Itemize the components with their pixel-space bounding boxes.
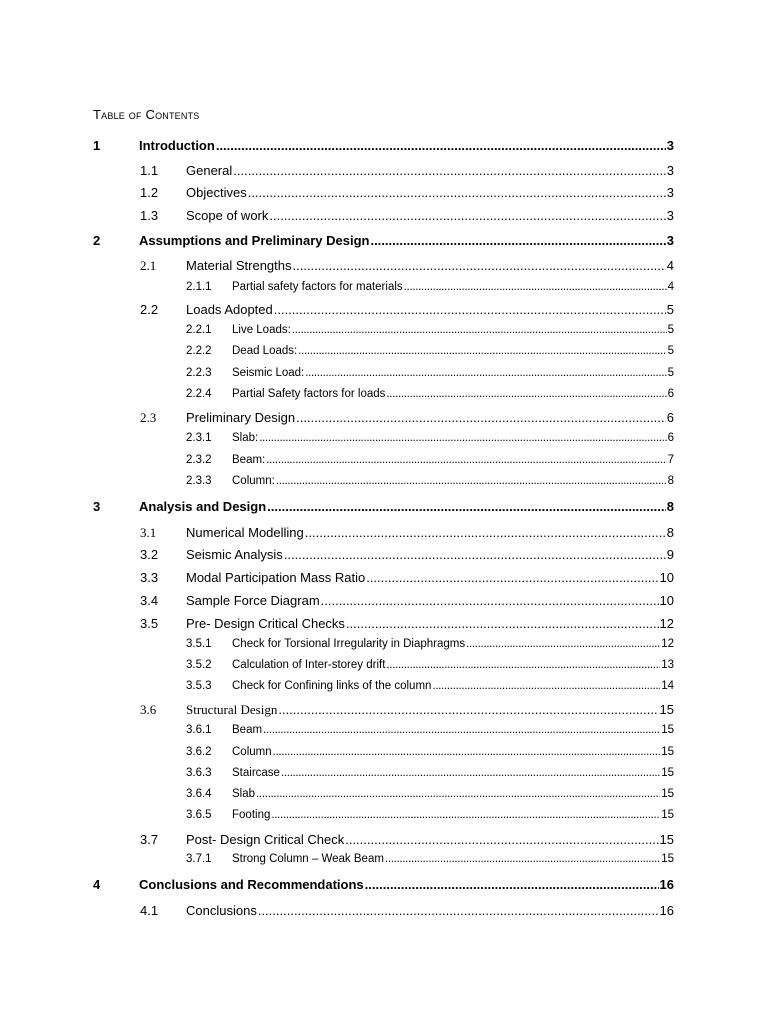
toc-entry-page: 15 (661, 853, 674, 865)
toc-entry-label: Scope of work (186, 208, 269, 223)
dot-leader (276, 475, 667, 487)
toc-entry-page: 15 (661, 746, 674, 758)
toc-entry-label: Partial safety factors for materials (232, 281, 403, 293)
toc-entry-number: 2.2.3 (186, 367, 212, 379)
toc-entry-label: Modal Participation Mass Ratio (186, 570, 366, 585)
toc-entry-2[interactable] (93, 233, 674, 251)
toc-entry-2-2-1[interactable] (186, 324, 674, 342)
toc-entry-page: 15 (661, 724, 674, 736)
toc-entry-page: 7 (667, 454, 674, 466)
toc-entry-page: 10 (659, 593, 674, 608)
dot-leader (248, 185, 666, 200)
toc-entry-label: Seismic Load: (232, 367, 305, 379)
toc-entry-2-2-3[interactable] (186, 367, 674, 385)
toc-entry-label: Preliminary Design (186, 410, 296, 425)
dot-leader (296, 410, 666, 425)
toc-entry-page: 3 (666, 163, 674, 178)
toc-entry-number: 2.2 (140, 302, 159, 317)
toc-entry-number: 3.2 (140, 547, 159, 562)
toc-entry-2-1[interactable] (140, 258, 674, 276)
toc-title: Table of Contents (93, 107, 200, 122)
toc-entry-label: Analysis and Design (139, 499, 267, 514)
toc-entry-page: 5 (666, 302, 674, 317)
toc-entry-3-1[interactable] (140, 525, 674, 543)
toc-entry-label: Structural Design (186, 702, 278, 717)
dot-leader (292, 324, 667, 336)
toc-entry-4[interactable] (93, 877, 674, 895)
toc-entry-label: Slab (232, 788, 256, 800)
dot-leader (269, 208, 665, 223)
toc-entry-page: 4 (667, 281, 674, 293)
toc-entry-page: 5 (667, 345, 674, 357)
toc-entry-2-2[interactable] (140, 302, 674, 320)
toc-entry-number: 1 (93, 138, 101, 153)
toc-entry-label: Beam (232, 724, 263, 736)
toc-entry-2-3[interactable] (140, 410, 674, 428)
toc-entry-3-6-4[interactable] (186, 788, 674, 806)
toc-entry-page: 9 (666, 547, 674, 562)
toc-entry-label: Post- Design Critical Check (186, 832, 345, 847)
dot-leader (385, 853, 660, 865)
toc-entry-3-5-1[interactable] (186, 638, 674, 656)
dot-leader (267, 499, 666, 514)
toc-entry-number: 3.5.2 (186, 659, 212, 671)
dot-leader (386, 659, 660, 671)
toc-entry-label: Calculation of Inter-storey drift (232, 659, 386, 671)
toc-entry-2-3-3[interactable] (186, 475, 674, 493)
toc-entry-3-7-1[interactable] (186, 853, 674, 871)
toc-entry-page: 4 (666, 258, 674, 273)
dot-leader (346, 616, 659, 631)
toc-entry-page: 10 (659, 570, 674, 585)
dot-leader (404, 281, 667, 293)
dot-leader (366, 570, 658, 585)
toc-entry-number: 1.2 (140, 185, 159, 200)
dot-leader (266, 454, 666, 466)
toc-entry-number: 3.5.3 (186, 680, 212, 692)
toc-entry-number: 4 (93, 877, 101, 892)
toc-entry-page: 3 (666, 185, 674, 200)
toc-entry-number: 3.7 (140, 832, 159, 847)
toc-entry-number: 2.2.1 (186, 324, 212, 336)
dot-leader (271, 809, 660, 821)
dot-leader (305, 367, 666, 379)
dot-leader (259, 432, 666, 444)
toc-entry-label: Staircase (232, 767, 280, 779)
toc-entry-number: 3.7.1 (186, 853, 212, 865)
toc-entry-1-1[interactable] (140, 163, 674, 181)
toc-entry-page: 15 (659, 832, 674, 847)
toc-entry-3[interactable] (93, 499, 674, 517)
toc-entry-page: 6 (666, 410, 674, 425)
toc-entry-label: Check for Torsional Irregularity in Diaphragms (232, 638, 466, 650)
toc-entry-page: 13 (661, 659, 674, 671)
toc-entry-3-4[interactable] (140, 593, 674, 611)
toc-entry-2-3-1[interactable] (186, 432, 674, 450)
toc-entry-page: 16 (659, 903, 674, 918)
toc-entry-number: 2.3.2 (186, 454, 212, 466)
dot-leader (293, 258, 666, 273)
dot-leader (321, 593, 659, 608)
dot-leader (216, 138, 666, 153)
toc-entry-label: Conclusions and Recommendations (139, 877, 364, 892)
dot-leader (278, 702, 658, 717)
toc-entry-page: 8 (666, 499, 674, 514)
dot-leader (298, 345, 666, 357)
toc-entry-number: 2 (93, 233, 101, 248)
toc-entry-number: 3.1 (140, 525, 157, 540)
toc-entry-page: 16 (659, 877, 674, 892)
toc-entry-2-2-4[interactable] (186, 388, 674, 406)
toc-entry-label: Objectives (186, 185, 247, 200)
toc-entry-3-7[interactable] (140, 832, 674, 850)
toc-entry-label: Column (232, 746, 272, 758)
toc-entry-number: 4.1 (140, 903, 159, 918)
toc-entry-page: 12 (659, 616, 674, 631)
toc-entry-4-1[interactable] (140, 903, 674, 921)
toc-entry-number: 2.3.3 (186, 475, 212, 487)
toc-entry-label: Footing (232, 809, 271, 821)
toc-entry-label: Pre- Design Critical Checks (186, 616, 345, 631)
toc-entry-2-1-1[interactable] (186, 281, 674, 299)
toc-entry-page: 3 (666, 138, 674, 153)
toc-entry-number: 3.6.3 (186, 767, 212, 779)
toc-entry-label: Loads Adopted (186, 302, 273, 317)
dot-leader (345, 832, 658, 847)
toc-entry-page: 6 (667, 432, 674, 444)
toc-entry-number: 3.6.2 (186, 746, 212, 758)
toc-entry-page: 15 (661, 767, 674, 779)
dot-leader (274, 302, 666, 317)
toc-entry-number: 2.2.2 (186, 345, 212, 357)
toc-entry-page: 3 (666, 208, 674, 223)
toc-entry-2-2-2[interactable] (186, 345, 674, 363)
toc-entry-number: 3.6.4 (186, 788, 212, 800)
toc-entry-label: General (186, 163, 233, 178)
toc-entry-3-5-2[interactable] (186, 659, 674, 677)
toc-entry-3-6-1[interactable] (186, 724, 674, 742)
toc-entry-number: 2.3.1 (186, 432, 212, 444)
toc-entry-number: 3.6 (140, 702, 157, 717)
toc-entry-3-6[interactable] (140, 702, 674, 720)
toc-entry-page: 12 (661, 638, 674, 650)
toc-entry-number: 3.3 (140, 570, 159, 585)
dot-leader (305, 525, 666, 540)
toc-entry-label: Beam: (232, 454, 266, 466)
toc-entry-page: 5 (667, 324, 674, 336)
dot-leader (386, 388, 666, 400)
dot-leader (466, 638, 660, 650)
dot-leader (233, 163, 666, 178)
toc-entry-number: 2.1.1 (186, 281, 212, 293)
toc-entry-page: 15 (659, 702, 674, 717)
dot-leader (256, 788, 660, 800)
toc-entry-number: 1.1 (140, 163, 159, 178)
toc-entry-label: Partial Safety factors for loads (232, 388, 386, 400)
dot-leader (258, 903, 659, 918)
toc-entry-label: Numerical Modelling (186, 525, 304, 540)
toc-entry-page: 8 (667, 475, 674, 487)
toc-entry-label: Assumptions and Preliminary Design (139, 233, 370, 248)
toc-entry-number: 2.3 (140, 410, 157, 425)
dot-leader (263, 724, 660, 736)
toc-entry-number: 2.2.4 (186, 388, 212, 400)
dot-leader (370, 233, 665, 248)
toc-entry-3-6-3[interactable] (186, 767, 674, 785)
toc-entry-3-5-3[interactable] (186, 680, 674, 698)
dot-leader (281, 767, 660, 779)
toc-entry-label: Material Strengths (186, 258, 292, 273)
toc-entry-label: Strong Column – Weak Beam (232, 853, 384, 865)
dot-leader (273, 746, 661, 758)
toc-entry-page: 15 (661, 788, 674, 800)
toc-entry-page: 15 (661, 809, 674, 821)
toc-entry-number: 3 (93, 499, 101, 514)
toc-entry-number: 1.3 (140, 208, 159, 223)
toc-entry-number: 3.4 (140, 593, 159, 608)
toc-entry-label: Conclusions (186, 903, 257, 918)
toc-entry-3-3[interactable] (140, 570, 674, 588)
toc-entry-label: Dead Loads: (232, 345, 298, 357)
toc-entry-number: 3.6.5 (186, 809, 212, 821)
toc-entry-2-3-2[interactable] (186, 454, 674, 472)
toc-entry-1-2[interactable] (140, 185, 674, 203)
toc-entry-page: 3 (666, 233, 674, 248)
toc-entry-label: Sample Force Diagram (186, 593, 320, 608)
dot-leader (284, 547, 666, 562)
toc-entry-1-3[interactable] (140, 208, 674, 226)
toc-entry-label: Slab: (232, 432, 259, 444)
toc-entry-label: Seismic Analysis (186, 547, 283, 562)
dot-leader (432, 680, 660, 692)
toc-entry-label: Introduction (139, 138, 215, 153)
toc-entry-number: 3.5.1 (186, 638, 212, 650)
toc-entry-page: 14 (661, 680, 674, 692)
toc-entry-number: 3.6.1 (186, 724, 212, 736)
toc-entry-3-2[interactable] (140, 547, 674, 565)
toc-entry-3-6-2[interactable] (186, 746, 674, 764)
toc-entry-number: 2.1 (140, 258, 157, 273)
toc-entry-label: Check for Confining links of the column (232, 680, 432, 692)
toc-entry-number: 3.5 (140, 616, 159, 631)
toc-entry-3-5[interactable] (140, 616, 674, 634)
toc-entry-label: Column: (232, 475, 275, 487)
dot-leader (365, 877, 659, 892)
toc-entry-1[interactable] (93, 138, 674, 156)
toc-entry-3-6-5[interactable] (186, 809, 674, 827)
toc-entry-page: 6 (667, 388, 674, 400)
toc-entry-label: Live Loads: (232, 324, 291, 336)
toc-entry-page: 5 (667, 367, 674, 379)
toc-entry-page: 8 (666, 525, 674, 540)
